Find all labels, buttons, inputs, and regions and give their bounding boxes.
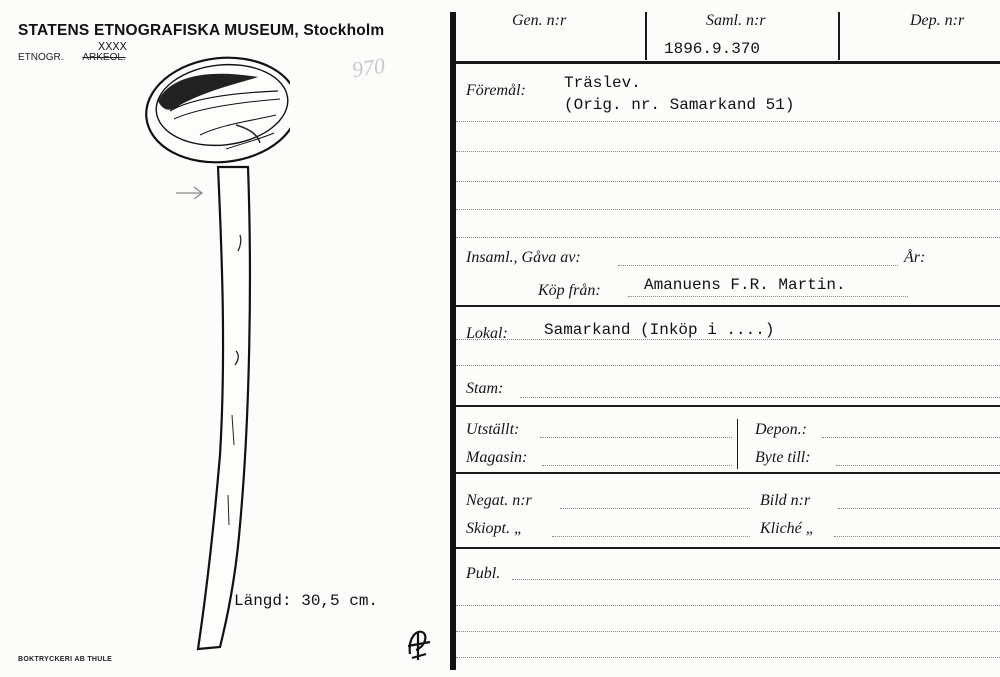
kop-label: Köp från:	[538, 282, 601, 299]
depon-label: Depon.:	[755, 421, 807, 438]
dotted-line	[456, 181, 1000, 182]
foremal-line-1: Träslev.	[564, 74, 641, 92]
dotted-line	[552, 536, 750, 537]
lokal-label: Lokal:	[466, 325, 508, 342]
rule-photo	[456, 547, 1000, 549]
header-separator-1	[645, 12, 647, 60]
byte-label: Byte till:	[755, 449, 811, 466]
department-row	[18, 40, 127, 63]
placement-separator	[737, 419, 738, 469]
negat-label: Negat. n:r	[466, 492, 532, 509]
saml-nr-value: 1896.9.370	[664, 40, 761, 58]
gava-label: Insaml., Gåva av:	[466, 249, 581, 266]
dotted-line	[560, 508, 750, 509]
strike-marks: XXXX	[98, 40, 127, 54]
dotted-line	[836, 465, 1000, 466]
dotted-line	[838, 508, 1000, 509]
etnogr-label: ETNOGR.	[18, 52, 64, 63]
dotted-line	[542, 465, 732, 466]
dotted-line	[456, 151, 1000, 152]
card-divider	[450, 12, 456, 670]
ar-label: År:	[904, 249, 926, 266]
ladle-drawing	[140, 55, 290, 655]
dotted-line	[512, 579, 1000, 580]
saml-nr-label: Saml. n:r	[706, 12, 766, 29]
gava-dotted-line	[618, 265, 898, 266]
kop-dotted-line	[628, 296, 908, 297]
utstallt-label: Utställt:	[466, 421, 520, 438]
dotted-line	[456, 237, 1000, 238]
foremal-label: Föremål:	[466, 82, 526, 99]
stam-label: Stam:	[466, 380, 504, 397]
dotted-line	[456, 339, 1000, 340]
rule-stam	[456, 405, 1000, 407]
rule-insamling	[456, 305, 1000, 307]
lokal-value: Samarkand (Inköp i ....)	[544, 321, 775, 339]
bild-label: Bild n:r	[760, 492, 811, 509]
printer-imprint: BOKTRYCKERI AB THULE	[18, 656, 113, 663]
gen-nr-label: Gen. n:r	[512, 12, 567, 29]
dotted-line	[456, 209, 1000, 210]
foremal-line-2: (Orig. nr. Samarkand 51)	[564, 96, 795, 114]
dotted-line	[456, 121, 1000, 122]
magasin-label: Magasin:	[466, 449, 528, 466]
dotted-line	[822, 437, 1000, 438]
publ-label: Publ.	[466, 565, 501, 582]
dep-nr-label: Dep. n:r	[910, 12, 965, 29]
dotted-line	[540, 437, 732, 438]
rule-placement	[456, 472, 1000, 474]
dotted-line	[834, 536, 1000, 537]
museum-title: STATENS ETNOGRAFISKA MUSEUM, Stockholm	[18, 22, 385, 39]
kliche-label: Kliché „	[760, 520, 815, 537]
length-label: Längd: 30,5 cm.	[234, 592, 379, 610]
handwritten-initials	[402, 624, 434, 662]
dotted-line	[456, 631, 1000, 632]
dotted-line	[456, 605, 1000, 606]
pencil-mark: 970	[350, 52, 387, 83]
kop-value: Amanuens F.R. Martin.	[644, 276, 846, 294]
header-separator-2	[838, 12, 840, 60]
dotted-line	[456, 365, 1000, 366]
dotted-line	[456, 657, 1000, 658]
rule-header	[456, 61, 1000, 64]
skiopt-label: Skiopt. „	[466, 520, 523, 537]
stam-dotted-line	[520, 397, 1000, 398]
arkeol-label: ARKEOL.	[82, 52, 126, 63]
